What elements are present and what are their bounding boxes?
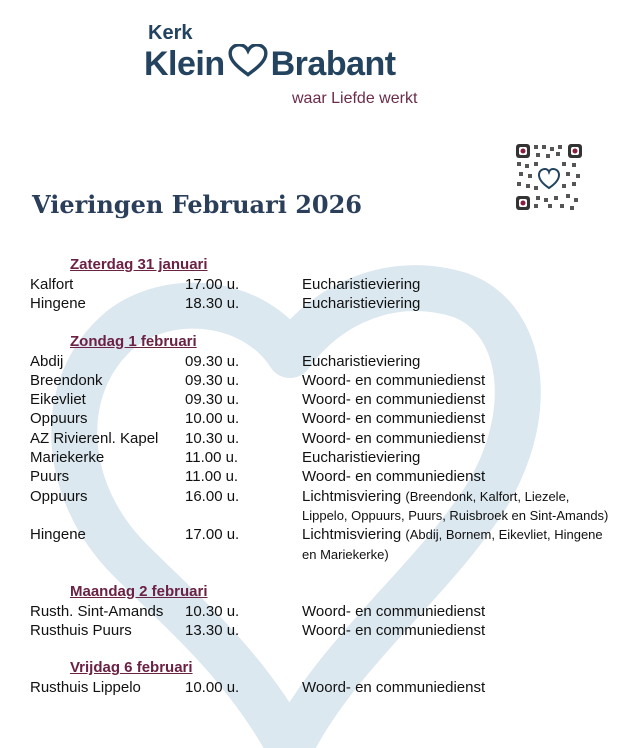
service-time: 17.00 u. — [185, 276, 240, 293]
service-time: 18.30 u. — [185, 295, 240, 313]
service-type: Lichtmisviering — [302, 487, 402, 505]
service-type-cell — [302, 352, 610, 371]
service-time: 10.30 u. — [185, 602, 240, 620]
day-section — [30, 255, 610, 314]
service-type-cell — [302, 525, 610, 564]
service-location: Oppuurs — [30, 487, 88, 505]
logo-wordmark — [144, 44, 396, 84]
service-location: Rusth. Sint-Amands — [30, 602, 164, 620]
day-title: Zondag 1 februari — [70, 332, 197, 350]
logo — [144, 22, 448, 112]
day-section — [30, 658, 610, 697]
logo-klein: Klein — [144, 45, 225, 83]
service-time: 10.30 u. — [185, 429, 240, 447]
service-location: Hingene — [30, 526, 86, 544]
service-time: 10.00 u. — [185, 679, 240, 697]
service-type-cell — [302, 487, 610, 526]
service-time: 17.00 u. — [185, 526, 240, 544]
service-row — [30, 448, 610, 467]
service-location: Mariekerke — [30, 449, 105, 467]
service-row — [30, 352, 610, 371]
service-row — [30, 294, 610, 313]
service-type-cell — [302, 294, 610, 313]
service-time: 11.00 u. — [185, 468, 239, 486]
service-time: 10.00 u. — [185, 410, 240, 428]
service-type-cell — [302, 621, 610, 640]
service-type-cell — [302, 602, 610, 621]
service-note: (Abdij, Bornem, Eikevliet, Hingene en Mariekerke) — [302, 527, 603, 562]
service-type-cell — [302, 429, 610, 448]
service-type: Eucharistieviering — [302, 449, 421, 467]
day-title: Vrijdag 6 februari — [70, 659, 193, 677]
schedule — [30, 255, 610, 716]
service-location: Kalfort — [30, 276, 74, 293]
logo-kerk: Kerk — [148, 22, 193, 44]
service-location: Eikevliet — [30, 391, 86, 409]
service-location: Oppuurs — [30, 410, 88, 428]
service-time: 11.00 u. — [185, 449, 239, 467]
service-type: Woord- en communiedienst — [302, 391, 486, 409]
logo-heart-icon — [223, 44, 273, 78]
service-type: Woord- en communiedienst — [302, 468, 486, 486]
service-type-cell — [302, 467, 610, 486]
service-type: Woord- en communiedienst — [302, 679, 486, 697]
service-row — [30, 371, 610, 390]
service-row — [30, 429, 610, 448]
service-note: (Breendonk, Kalfort, Liezele, Lippelo, Oppuurs, Puurs, Ruisbroek en Sint-Amands) — [302, 488, 609, 523]
service-type-cell — [302, 371, 610, 390]
service-type: Eucharistieviering — [302, 295, 421, 313]
service-type-cell — [302, 390, 610, 409]
service-row — [30, 390, 610, 409]
service-type-cell — [302, 678, 610, 697]
service-type: Woord- en communiedienst — [302, 371, 486, 389]
page-title: Vieringen Februari 2026 — [32, 190, 362, 219]
logo-brabant: Brabant — [270, 45, 396, 83]
service-row — [30, 525, 610, 564]
service-type-cell — [302, 275, 610, 294]
service-time: 13.30 u. — [185, 622, 240, 640]
service-time: 09.30 u. — [185, 352, 240, 370]
logo-tagline: waar Liefde werkt — [292, 90, 418, 107]
service-row — [30, 678, 610, 697]
service-row — [30, 409, 610, 428]
qr-code-icon[interactable] — [514, 142, 584, 212]
service-location: Breendonk — [30, 371, 103, 389]
service-location: Puurs — [30, 468, 70, 486]
service-row — [30, 487, 610, 526]
service-type: Lichtmisviering — [302, 526, 402, 544]
day-section — [30, 582, 610, 641]
day-title: Zaterdag 31 januari — [70, 256, 208, 273]
service-type-cell — [302, 448, 610, 467]
service-time: 09.30 u. — [185, 371, 240, 389]
service-type: Woord- en communiedienst — [302, 410, 486, 428]
service-time: 09.30 u. — [185, 391, 240, 409]
service-type: Eucharistieviering — [302, 352, 421, 370]
service-location: Hingene — [30, 295, 86, 313]
service-location: Rusthuis Lippelo — [30, 679, 141, 697]
service-location: Rusthuis Puurs — [30, 622, 132, 640]
service-type: Woord- en communiedienst — [302, 602, 486, 620]
service-location: AZ Rivierenl. Kapel — [30, 429, 159, 447]
service-time: 16.00 u. — [185, 487, 240, 505]
day-title: Maandag 2 februari — [70, 582, 208, 600]
service-row — [30, 621, 610, 640]
service-type: Woord- en communiedienst — [302, 429, 486, 447]
day-section — [30, 332, 610, 564]
service-location: Abdij — [30, 352, 64, 370]
service-type: Woord- en communiedienst — [302, 622, 486, 640]
service-row — [30, 602, 610, 621]
service-row — [30, 467, 610, 486]
service-type-cell — [302, 409, 610, 428]
service-type: Eucharistieviering — [302, 276, 421, 293]
service-row — [30, 275, 610, 294]
